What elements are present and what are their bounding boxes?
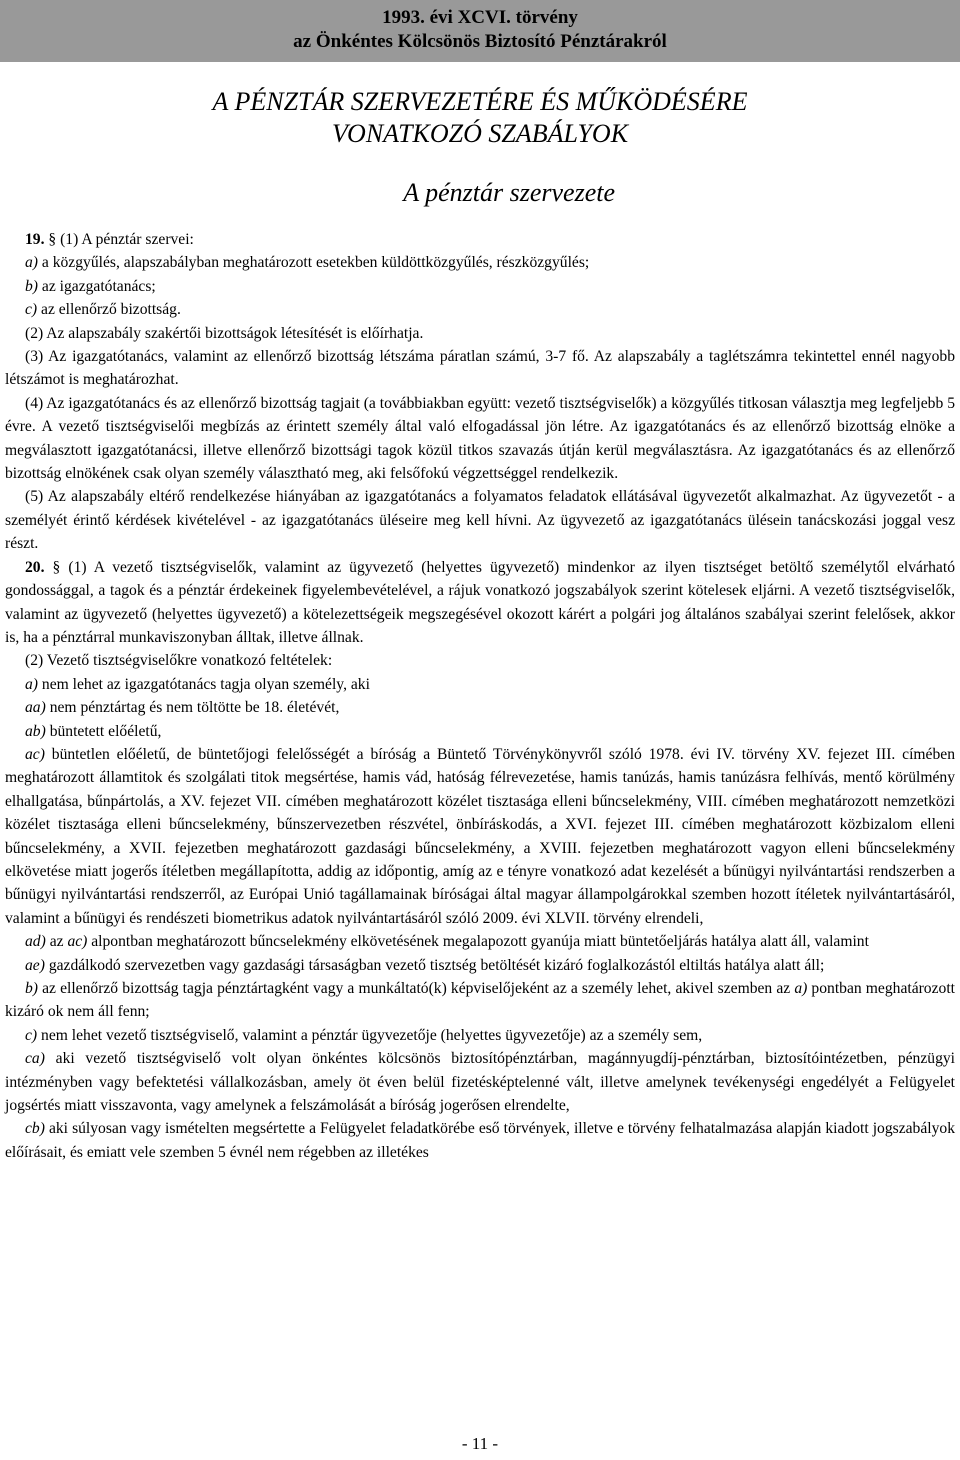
chapter-title-line2: VONATKOZÓ SZABÁLYOK xyxy=(331,119,629,148)
section-number: 19. xyxy=(25,231,45,248)
list-item-a: a) nem lehet az igazgatótanács tagja olyan személy, aki xyxy=(25,675,370,693)
list-item-ae: ae) gazdálkodó szervezetben vagy gazdasági társaságban vezető tisztség betöltését kizáró foglalkozástól eltiltás hatálya alatt áll; xyxy=(25,956,825,974)
paragraph-20-2: (2) Vezető tisztségviselőkre vonatkozó feltételek: xyxy=(25,652,333,670)
list-item-c: c) nem lehet vezető tisztségviselő, valamint a pénztár ügyvezetője (helyettes ügyvezetője) az a személy sem, xyxy=(25,1026,703,1044)
paragraph-19-1: 19. § (1) A pénztár szervei: xyxy=(25,231,194,248)
list-item-ac: ac) büntetlen előéletű, de büntetőjogi felelősségét a bíróság a Büntető Törvénykönyvről szóló 1978. évi IV. törvény XV. fejezet III. címében meghatározott államtitok és szolgálati titok megsértése, hamis vád, hatóság félrevezetése, hamis tanúzás, hamis tanúzásra felhívás, mentő körülmény elhallgatása, bűnpártolás, a XV. fejezet VII. címében meghatározott közélet tisztasága elleni bűncselekmény, VIII. címében meghatározott nemzetközi közélet tisztasága elleni bűncselekmény, bűnszervezetben részvétel, önbíráskodás, a XVI. fejezet III. címében meghatározott közbizalom elleni bűncselekmény, a XVII. fejezetben meghatározott gazdasági bűncselekmény, a XVIII. fejezetben meghatározott vagyon elleni bűncselekmény elkövetése miatt jogerős ítéletben megállapította, addig az időpontig, amíg az e tényre vonatkozó adat kezelését a bűnügyi nyilvántartási rendszerben a bűnügyi nyilvántartási rendszerről, az Európai Unió tagállamainak bíróságai által magyar állampolgárokkal szemben hozott ítéletek nyilvántartásáról, valamint a bűnügyi és rendészeti biometrikus adatok nyilvántartásáról szóló 2009. évi XLVII. törvény elrendeli, xyxy=(5,745,955,927)
section-number: 20. xyxy=(25,558,45,576)
document-header xyxy=(0,0,960,62)
law-subtitle: az Önkéntes Kölcsönös Biztosító Pénztárakról xyxy=(293,31,667,52)
law-title: 1993. évi XCVI. törvény xyxy=(382,7,578,28)
paragraph-19-3: (3) Az igazgatótanács, valamint az ellenőrző bizottság létszáma páratlan számú, 3-7 fő. Az alapszabály a taglétszámra tekintettel ennél nagyobb létszámot is meghatározhat. xyxy=(5,348,955,389)
list-item-b: b) az igazgatótanács; xyxy=(25,277,156,295)
list-item-ca: ca) aki vezető tisztségviselő volt olyan önkéntes kölcsönös biztosítópénztárban, magánnyugdíj-pénztárban, biztosítóintézetben, pénzügyi intézményben vagy befektetési vállalkozásban, amely öt éven belül fizetésképtelenné vált, illetve amelynek tevékenységi engedélyét a Felügyelet jogsértés miatt visszavonta, vagy amelynek a felszámolását a bíróság jogerősen elrendelte, xyxy=(5,1050,955,1115)
list-item-ab: ab) büntetett előéletű, xyxy=(25,722,162,740)
chapter-title-line1: A PÉNZTÁR SZERVEZETÉRE ÉS MŰKÖDÉSÉRE xyxy=(212,87,748,116)
list-item-a: a) a közgyűlés, alapszabályban meghatározott esetekben küldöttközgyűlés, részközgyűlés; xyxy=(25,254,590,272)
chapter-title xyxy=(0,86,960,150)
list-item-ad: ad) az ac) alpontban meghatározott bűncselekmény elkövetésének megalapozott gyanúja miatt büntetőeljárás hatálya alatt áll, valamint xyxy=(25,933,869,951)
section-title: A pénztár szervezete xyxy=(403,178,615,207)
list-item-aa: aa) nem pénztártag és nem töltötte be 18. életévét, xyxy=(25,699,340,717)
paragraph-20-1: 20. § (1) A vezető tisztségviselők, valamint az ügyvezető (helyettes ügyvezető) mindenkor az ilyen tisztséget betöltő személytől elvárható gondossággal, a tagok és a pénztár érdekeinek figyelembevételével, a rájuk vonatkozó jogszabályok szerint kötelesek eljárni. A vezető tisztségviselők, valamint az ügyvezető (helyettes ügyvezető) a kötelezettségeik megszegésével okozott kárért a polgári jog általános szabályai szerint felelősek, akkor is, ha a pénztárral munkaviszonyban álltak, illetve állnak. xyxy=(5,558,955,646)
paragraph-19-5: (5) Az alapszabály eltérő rendelkezése hiányában az igazgatótanács a folyamatos feladatok ellátásával ügyvezetőt alkalmazhat. Az ügyvezetőt - a személyét érintő kérdések kivételével - az igazgatótanács üléseire meg kell hívni. Az ügyvezető az igazgatótanács ülésein tanácskozási joggal vesz részt. xyxy=(5,488,955,553)
section-sign-icon: § xyxy=(44,558,61,576)
paragraph-19-2: (2) Az alapszabály szakértői bizottságok létesítését is előírhatja. xyxy=(25,324,424,342)
document-body xyxy=(5,228,955,1164)
list-item-b: b) az ellenőrző bizottság tagja pénztártagként vagy a munkáltató(k) képviselőjeként az a személy lehet, akivel szemben az a) pontban meghatározott kizáró ok nem áll fenn; xyxy=(5,980,955,1021)
list-item-cb: cb) aki súlyosan vagy ismételten megsértette a Felügyelet feladatkörébe eső törvények, illetve e törvény felhatalmazása alapján kiadott jogszabályok előírásait, és emiatt vele szemben 5 évnél nem régebben az illetékes xyxy=(5,1120,955,1161)
section-sign-icon: § xyxy=(44,231,57,248)
list-item-c: c) az ellenőrző bizottság. xyxy=(25,301,181,319)
paragraph-19-4: (4) Az igazgatótanács és az ellenőrző bizottság tagjait (a továbbiakban együtt: vezető tisztségviselők) a közgyűlés titkosan választja meg legfeljebb 5 évre. A vezető tisztségviselői megbízás az érintett személy által való elfogadással jön létre. Az igazgatótanács és az ellenőrző bizottság elnöke a megválasztott igazgatótanácsi, illetve ellenőrző bizottsági tagok közül titkos szavazás útján kerül megválasztásra. Az igazgatótanács és az ellenőrző bizottság elnökének csak olyan személy választható meg, aki felsőfokú végzettséggel rendelkezik. xyxy=(5,394,955,483)
page-number: - 11 - xyxy=(461,1434,499,1453)
